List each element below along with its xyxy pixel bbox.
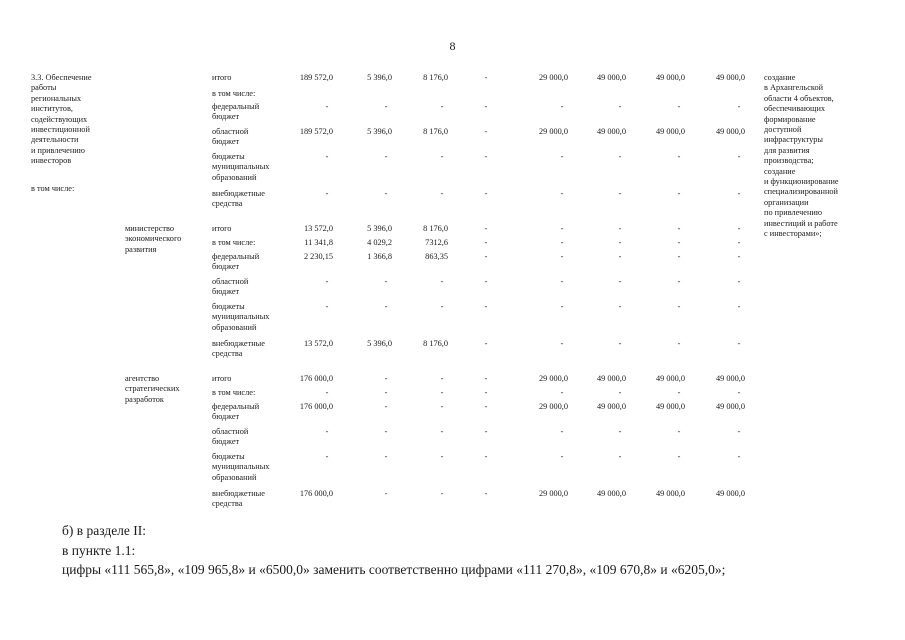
section-title: и привлечению — [31, 145, 85, 155]
table-cell-value: 11 341,8 — [304, 238, 333, 247]
table-cell-value: 49 000,0 — [715, 127, 745, 136]
table-cell-dash: - — [484, 302, 488, 311]
funding-source-label: средства — [212, 499, 243, 509]
table-cell-dash: - — [484, 102, 488, 111]
funding-source-label: федеральный — [212, 402, 260, 411]
table-cell-dash: - — [384, 388, 388, 397]
executor-agency: стратегических — [125, 384, 180, 394]
table-cell-dash: - — [560, 388, 564, 397]
paragraph-replacement: цифры «111 565,8», «109 965,8» и «6500,0» заменить соответственно цифрами «111 270,8», «109 670,8» и «6205,0»; — [62, 562, 726, 577]
table-cell-value: 189 572,0 — [299, 73, 333, 82]
table-cell-dash: - — [677, 189, 681, 198]
table-cell-dash: - — [677, 152, 681, 161]
table-cell-value: 49 000,0 — [655, 402, 685, 411]
funding-source-label: бюджет — [212, 437, 240, 447]
table-cell-dash: - — [618, 152, 622, 161]
result-text: и функционирование — [764, 177, 839, 186]
table-cell-dash: - — [618, 189, 622, 198]
table-cell-dash: - — [440, 102, 444, 111]
result-text: для развития — [764, 145, 810, 155]
funding-source-label: внебюджетные — [212, 189, 265, 198]
funding-source-label: бюджет — [212, 287, 240, 297]
table-cell-dash: - — [737, 252, 741, 261]
table-cell-dash: - — [325, 152, 329, 161]
funding-source-label: бюджет — [212, 137, 240, 147]
table-cell-dash: - — [440, 452, 444, 461]
table-cell-value: 13 572,0 — [303, 339, 333, 348]
table-cell-dash: - — [325, 277, 329, 286]
table-cell-dash: - — [484, 427, 488, 436]
table-cell-dash: - — [384, 277, 388, 286]
section-title: содействующих — [31, 114, 88, 124]
table-cell-value: 1 366,8 — [367, 252, 392, 261]
table-cell-dash: - — [618, 238, 622, 247]
executor-ministry: развития — [125, 244, 157, 254]
table-cell-dash: - — [325, 102, 329, 111]
section-title: инвесторов — [31, 156, 72, 166]
table-cell-dash: - — [737, 189, 741, 198]
executor-ministry: экономического — [125, 234, 182, 244]
funding-source-label: образований — [212, 172, 257, 182]
table-cell-dash: - — [560, 224, 564, 233]
paragraph-item: в пункте 1.1: — [62, 543, 136, 558]
table-cell-dash: - — [484, 277, 488, 286]
table-cell-dash: - — [618, 102, 622, 111]
table-cell-dash: - — [384, 152, 388, 161]
table-cell-dash: - — [737, 339, 741, 348]
table-cell-dash: - — [384, 102, 388, 111]
table-cell-dash: - — [618, 277, 622, 286]
table-cell-value: 13 572,0 — [303, 224, 333, 233]
result-text: инвестиций и работе — [764, 218, 838, 228]
funding-source-label: муниципальных — [212, 162, 270, 172]
table-cell-dash: - — [618, 339, 622, 348]
result-text: по привлечению — [764, 208, 823, 218]
funding-source-label: в том числе: — [212, 238, 256, 247]
section-title: 3.3. Обеспечение — [31, 73, 92, 82]
funding-source-label: бюджет — [212, 412, 240, 422]
section-title: региональных — [31, 93, 82, 103]
table-cell-dash: - — [677, 388, 681, 397]
table-cell-dash: - — [737, 452, 741, 461]
table-cell-dash: - — [737, 302, 741, 311]
table-cell-dash: - — [384, 189, 388, 198]
table-cell-dash: - — [560, 189, 564, 198]
table-cell-dash: - — [560, 302, 564, 311]
table-cell-dash: - — [737, 238, 741, 247]
funding-source-label: средства — [212, 349, 243, 359]
table-cell-value: 4 029,2 — [367, 238, 392, 247]
table-cell-dash: - — [484, 152, 488, 161]
section-title: деятельности — [31, 135, 79, 145]
table-cell-value: 49 000,0 — [715, 374, 745, 383]
table-cell-dash: - — [440, 277, 444, 286]
table-cell-dash: - — [560, 277, 564, 286]
table-cell-value: 49 000,0 — [596, 489, 626, 498]
table-cell-dash: - — [440, 489, 444, 498]
table-cell-dash: - — [325, 452, 329, 461]
funding-source-label: бюджеты — [212, 152, 245, 161]
table-cell-dash: - — [440, 189, 444, 198]
funding-source-label: областной — [212, 277, 249, 286]
table-cell-dash: - — [484, 374, 488, 383]
table-cell-dash: - — [484, 189, 488, 198]
table-cell-dash: - — [677, 224, 681, 233]
table-cell-value: 7312,6 — [425, 238, 448, 247]
table-cell-dash: - — [325, 189, 329, 198]
table-cell-dash: - — [560, 427, 564, 436]
table-cell-dash: - — [618, 302, 622, 311]
table-cell-dash: - — [440, 374, 444, 383]
table-cell-value: 189 572,0 — [299, 127, 333, 136]
table-cell-dash: - — [384, 427, 388, 436]
table-cell-dash: - — [677, 238, 681, 247]
funding-source-label: бюджет — [212, 262, 240, 272]
funding-source-label: внебюджетные — [212, 489, 265, 498]
funding-source-label: федеральный — [212, 252, 260, 261]
table-cell-value: 49 000,0 — [596, 127, 626, 136]
result-text: обеспечивающих — [764, 104, 826, 114]
funding-source-label: образований — [212, 322, 257, 332]
table-cell-value: 5 396,0 — [367, 224, 392, 233]
table-cell-value: 8 176,0 — [423, 127, 448, 136]
table-cell-value: 49 000,0 — [596, 402, 626, 411]
table-cell-value: 8 176,0 — [423, 339, 448, 348]
table-cell-dash: - — [384, 302, 388, 311]
table-cell-value: 49 000,0 — [596, 374, 626, 383]
funding-source-label: бюджеты — [212, 302, 245, 311]
table-cell-value: 176 000,0 — [299, 374, 333, 383]
table-cell-dash: - — [440, 427, 444, 436]
table-cell-dash: - — [440, 388, 444, 397]
table-cell-value: 49 000,0 — [655, 127, 685, 136]
table-cell-dash: - — [618, 252, 622, 261]
table-cell-dash: - — [484, 402, 488, 411]
table-cell-dash: - — [560, 452, 564, 461]
table-cell-value: 176 000,0 — [299, 489, 333, 498]
table-cell-dash: - — [384, 489, 388, 498]
funding-source-label: бюджеты — [212, 452, 245, 461]
table-cell-dash: - — [484, 452, 488, 461]
table-cell-value: 2 230,15 — [303, 252, 333, 261]
table-cell-dash: - — [384, 402, 388, 411]
section-title: работы — [31, 83, 57, 93]
table-cell-dash: - — [677, 427, 681, 436]
table-cell-dash: - — [737, 427, 741, 436]
table-cell-dash: - — [484, 73, 488, 82]
table-cell-dash: - — [484, 224, 488, 233]
table-cell-dash: - — [618, 452, 622, 461]
table-cell-value: 29 000,0 — [538, 127, 568, 136]
funding-source-label: в том числе: — [212, 388, 256, 397]
section-title: институтов, — [31, 104, 73, 114]
result-text: инфраструктуры — [764, 135, 823, 145]
funding-source-label: итого — [212, 73, 232, 82]
table-cell-value: 49 000,0 — [655, 73, 685, 82]
table-cell-value: 49 000,0 — [655, 374, 685, 383]
table-cell-dash: - — [325, 388, 329, 397]
table-cell-dash: - — [618, 388, 622, 397]
paragraph-section: б) в разделе II: — [62, 523, 147, 538]
table-cell-dash: - — [618, 427, 622, 436]
table-cell-value: 8 176,0 — [423, 224, 448, 233]
section-title: инвестиционной — [31, 125, 90, 134]
table-cell-dash: - — [677, 102, 681, 111]
table-cell-dash: - — [484, 339, 488, 348]
table-cell-dash: - — [737, 102, 741, 111]
result-text: формирование — [764, 114, 816, 124]
funding-source-label: областной — [212, 127, 249, 136]
table-cell-dash: - — [440, 302, 444, 311]
funding-source-label: образований — [212, 472, 257, 482]
result-text: области 4 объектов, — [764, 93, 834, 103]
funding-source-label: итого — [212, 224, 232, 233]
table-cell-dash: - — [677, 339, 681, 348]
executor-agency: агентство — [125, 374, 160, 383]
table-cell-dash: - — [677, 452, 681, 461]
table-cell-dash: - — [384, 452, 388, 461]
table-cell-dash: - — [737, 152, 741, 161]
funding-source-label: федеральный — [212, 102, 260, 111]
result-text: специализированной — [764, 187, 838, 197]
funding-source-label: бюджет — [212, 112, 240, 122]
table-cell-value: 176 000,0 — [299, 402, 333, 411]
table-cell-dash: - — [484, 489, 488, 498]
table-cell-value: 5 396,0 — [367, 73, 392, 82]
executor-ministry: министерство — [125, 224, 175, 233]
table-cell-value: 29 000,0 — [538, 374, 568, 383]
table-cell-dash: - — [484, 127, 488, 136]
table-cell-dash: - — [677, 277, 681, 286]
result-text: в Архангельской — [764, 83, 824, 93]
table-cell-dash: - — [677, 252, 681, 261]
table-cell-value: 49 000,0 — [715, 402, 745, 411]
table-cell-value: 49 000,0 — [596, 73, 626, 82]
funding-source-label: областной — [212, 427, 249, 436]
table-cell-dash: - — [484, 388, 488, 397]
table-cell-dash: - — [737, 224, 741, 233]
page-number: 8 — [449, 39, 456, 53]
funding-source-label: в том числе: — [212, 89, 256, 98]
table-cell-dash: - — [560, 238, 564, 247]
table-cell-dash: - — [325, 302, 329, 311]
table-cell-value: 29 000,0 — [538, 489, 568, 498]
table-cell-value: 8 176,0 — [423, 73, 448, 82]
table-cell-dash: - — [484, 252, 488, 261]
table-cell-value: 863,35 — [425, 252, 448, 261]
funding-source-label: внебюджетные — [212, 339, 265, 348]
table-cell-value: 29 000,0 — [538, 402, 568, 411]
table-cell-dash: - — [325, 427, 329, 436]
table-cell-value: 49 000,0 — [715, 73, 745, 82]
table-cell-dash: - — [560, 102, 564, 111]
section-including-label: в том числе: — [31, 184, 75, 193]
result-text: доступной — [764, 125, 802, 134]
result-text: создание — [764, 166, 796, 176]
funding-source-label: средства — [212, 199, 243, 209]
table-cell-dash: - — [618, 224, 622, 233]
funding-source-label: муниципальных — [212, 462, 270, 472]
table-cell-value: 29 000,0 — [538, 73, 568, 82]
table-cell-dash: - — [440, 402, 444, 411]
table-cell-value: 5 396,0 — [367, 339, 392, 348]
result-text: организации — [764, 197, 809, 207]
funding-source-label: итого — [212, 374, 232, 383]
table-cell-dash: - — [384, 374, 388, 383]
table-cell-dash: - — [560, 339, 564, 348]
table-cell-dash: - — [737, 277, 741, 286]
funding-source-label: муниципальных — [212, 312, 270, 322]
table-cell-dash: - — [677, 302, 681, 311]
table-cell-dash: - — [484, 238, 488, 247]
table-cell-dash: - — [440, 152, 444, 161]
table-cell-dash: - — [737, 388, 741, 397]
result-text: производства; — [764, 156, 814, 166]
result-text: создание — [764, 73, 796, 82]
table-cell-value: 5 396,0 — [367, 127, 392, 136]
table-cell-value: 49 000,0 — [655, 489, 685, 498]
result-text: с инвесторами»; — [764, 229, 822, 238]
table-cell-value: 49 000,0 — [715, 489, 745, 498]
executor-agency: разработок — [125, 394, 164, 404]
table-cell-dash: - — [560, 252, 564, 261]
table-cell-dash: - — [560, 152, 564, 161]
